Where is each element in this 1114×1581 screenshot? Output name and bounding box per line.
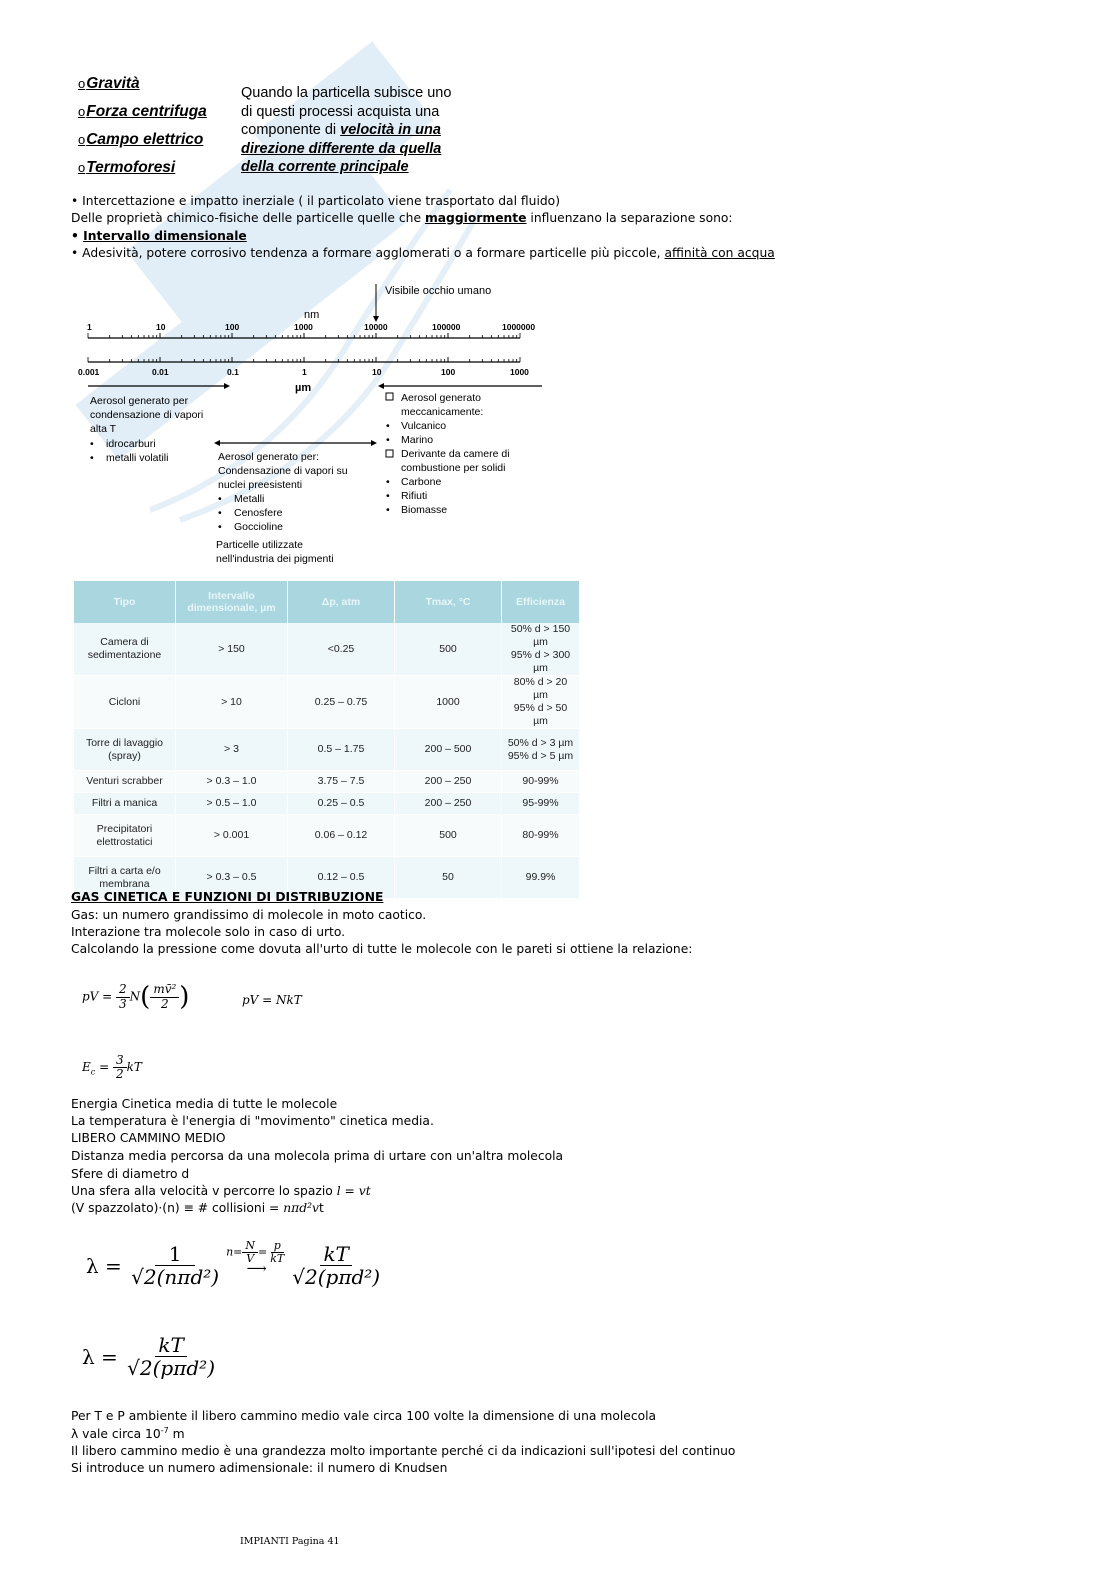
table-cell: 80-99% xyxy=(502,815,580,857)
text-gas-p8: Sfere di diametro d xyxy=(71,1167,190,1181)
separator-efficiency-table xyxy=(74,581,580,899)
visible-eye-label: Visibile occhio umano xyxy=(385,285,492,297)
table-cell: 0.06 – 0.12 xyxy=(288,815,395,857)
table-cell: 90-99% xyxy=(502,771,580,793)
text-gas-p7: Distanza media percorsa da una molecola prima di urtare con un'altra molecola xyxy=(71,1149,564,1163)
table-cell: <0.25 xyxy=(288,623,395,676)
svg-text:•: • xyxy=(218,507,222,519)
um-tick-label: 100 xyxy=(441,367,456,377)
formula-ideal-gas: pV = NkT xyxy=(242,993,302,1007)
header-intervallo: Intervallo dimensionale, µm xyxy=(176,581,288,623)
table-cell: Cicloni xyxy=(74,676,176,729)
nm-tick-label: 10 xyxy=(156,322,166,332)
text-gas-p13: Il libero cammino medio è una grandezza molto importante perché ci da indicazioni sull'ipotesi del continuo xyxy=(71,1444,736,1458)
table-cell: Filtri a manica xyxy=(74,793,176,815)
table-row xyxy=(74,793,580,815)
right-block-line: Vulcanico xyxy=(401,420,447,432)
table-row xyxy=(74,729,580,771)
table-cell: 99.9% xyxy=(502,857,580,899)
process-item-campo-elettrico: oCampo elettrico xyxy=(78,131,204,148)
process-item-gravita: oGravità xyxy=(78,75,140,92)
mid-block-line: Condensazione di vapori su xyxy=(218,465,348,477)
table-cell: Filtri a carta e/o membrana xyxy=(74,857,176,899)
table-cell: 500 xyxy=(395,623,502,676)
mid-block-line: Cenosfere xyxy=(234,507,283,519)
mid-block-line: nuclei preesistenti xyxy=(218,479,303,491)
nm-tick-label: 10000 xyxy=(364,322,388,332)
table-cell: 0.25 – 0.5 xyxy=(288,793,395,815)
table-cell: Torre di lavaggio (spray) xyxy=(74,729,176,771)
right-block-line: Marino xyxy=(401,434,434,446)
um-unit-label: µm xyxy=(295,382,312,394)
table-cell: 500 xyxy=(395,815,502,857)
table-cell: > 0.3 – 0.5 xyxy=(176,857,288,899)
nm-tick-label: 1 xyxy=(87,322,92,332)
table-cell: 80% d > 20 µm 95% d > 50 µm xyxy=(502,676,580,729)
text-gas-p12: λ vale circa $10^{-7}$ m xyxy=(71,1426,185,1442)
table-row xyxy=(74,623,580,676)
text-gas-p4: Energia Cinetica media di tutte le molecole xyxy=(71,1097,338,1111)
svg-text:•: • xyxy=(386,434,390,446)
table-cell: 95-99% xyxy=(502,793,580,815)
mid-block-line: Aerosol generato per: xyxy=(218,451,319,463)
text-adesivita: • Adesività, potere corrosivo tendenza a formare agglomerati o a formare particelle più piccole, affinità con acqua xyxy=(71,246,775,260)
text-gas-p11: Per T e P ambiente il libero cammino medio vale circa 100 volte la dimensione di una molecola xyxy=(71,1409,657,1423)
table-cell: 1000 xyxy=(395,676,502,729)
text-intervallo: • Intervallo dimensionale xyxy=(71,229,247,243)
left-block-line: idrocarburi xyxy=(106,438,156,450)
um-tick-label: 1000 xyxy=(510,367,529,377)
formula-kinetic-energy: $E_c$ = $\frac{3}{2}$ kT xyxy=(82,1053,142,1082)
text-gas-p2: Interazione tra molecole solo in caso di urto. xyxy=(71,925,346,939)
svg-text:•: • xyxy=(90,452,94,464)
table-cell: 200 – 500 xyxy=(395,729,502,771)
text-gas-p10: (V spazzolato)·(n) ≡ # collisioni = nπd²vt xyxy=(71,1201,324,1215)
svg-text:•: • xyxy=(386,420,390,432)
table-row xyxy=(74,771,580,793)
process-item-forza-centrifuga: oForza centrifuga xyxy=(78,103,207,120)
right-block-line: combustione per solidi xyxy=(401,462,506,474)
table-cell: 200 – 250 xyxy=(395,771,502,793)
svg-text:•: • xyxy=(90,438,94,450)
process-description: Quando la particella subisce uno di questi processi acquista una componente di velocità in una direzione differente da quella della corrente principale xyxy=(241,85,452,175)
left-block-line: Aerosol generato per xyxy=(90,395,189,407)
process-item-termoforesi: oTermoforesi xyxy=(78,159,176,176)
formula-mean-free-path: λ = $\frac{kT}{\text{√2(pπd²)}}$ xyxy=(82,1333,215,1380)
svg-text:•: • xyxy=(218,493,222,505)
text-gas-p1: Gas: un numero grandissimo di molecole in moto caotico. xyxy=(71,908,427,922)
nm-tick-label: 100 xyxy=(225,322,240,332)
table-row xyxy=(74,676,580,729)
text-proprieta: Delle proprietà chimico-fisiche delle particelle quelle che maggiormente influenzano la separazione sono: xyxy=(71,211,733,225)
table-cell: > 150 xyxy=(176,623,288,676)
table-cell: 50% d > 3 µm 95% d > 5 µm xyxy=(502,729,580,771)
um-tick-label: 0.001 xyxy=(78,367,100,377)
table-cell: > 10 xyxy=(176,676,288,729)
um-tick-label: 1 xyxy=(302,367,307,377)
section-title-gas: GAS CINETICA E FUNZIONI DI DISTRIBUZIONE xyxy=(71,890,384,904)
page-footer: IMPIANTI Pagina 41 xyxy=(240,1536,340,1547)
table-cell: 50% d > 150 µm 95% d > 300 µm xyxy=(502,623,580,676)
right-block-line: Biomasse xyxy=(401,504,448,516)
right-block-line: Aerosol generato xyxy=(401,392,481,404)
svg-text:•: • xyxy=(386,490,390,502)
header-efficienza: Efficienza xyxy=(502,581,580,623)
text-gas-p3: Calcolando la pressione come dovuta all'urto di tutte le molecole con le pareti si ottiene la relazione: xyxy=(71,942,693,956)
text-gas-p9: Una sfera alla velocità v percorre lo spazio l = vt xyxy=(71,1184,371,1198)
right-block-line: Carbone xyxy=(401,476,442,488)
svg-text:•: • xyxy=(386,504,390,516)
formula-mean-free-path-derivation: λ = $\frac{1}{\text{√2(nπd²)}}$ n= $\frac{N}{V}$ = $\frac{p}{kT}$ ⟶ $\frac{kT}{\text{√2(pπd²)}}$ xyxy=(86,1239,381,1290)
mid-block-line: Particelle utilizzate xyxy=(216,539,303,551)
table-cell: Camera di sedimentazione xyxy=(74,623,176,676)
header-tipo: Tipo xyxy=(74,581,176,623)
text-gas-p6: LIBERO CAMMINO MEDIO xyxy=(71,1131,226,1145)
right-block-line: meccanicamente: xyxy=(401,406,484,418)
left-block-line: condensazione di vapori xyxy=(90,409,204,421)
left-block-line: metalli volatili xyxy=(106,452,169,464)
table-cell: > 3 xyxy=(176,729,288,771)
particle-size-scale xyxy=(70,280,560,570)
nm-tick-label: 1000 xyxy=(294,322,313,332)
left-block-line: alta T xyxy=(90,423,117,435)
table-cell: Venturi scrabber xyxy=(74,771,176,793)
table-cell: > 0.001 xyxy=(176,815,288,857)
header-dp: Δp, atm xyxy=(288,581,395,623)
nm-tick-label: 1000000 xyxy=(502,322,536,332)
um-tick-label: 0.1 xyxy=(227,367,239,377)
table-cell: 50 xyxy=(395,857,502,899)
nm-tick-label: 100000 xyxy=(432,322,461,332)
formula-pressure: pV = $\frac{2}{3}$ N( $\frac{\text{mv̄²}}{2}$ ) xyxy=(82,982,190,1012)
table-cell: > 0.3 – 1.0 xyxy=(176,771,288,793)
mid-block-line: nell'industria dei pigmenti xyxy=(216,553,334,565)
nm-unit-label: nm xyxy=(304,309,320,321)
header-tmax: Tmax, °C xyxy=(395,581,502,623)
text-gas-p5: La temperatura è l'energia di "movimento" cinetica media. xyxy=(71,1114,434,1128)
um-tick-label: 0.01 xyxy=(152,367,169,377)
text-gas-p14: Si introduce un numero adimensionale: il numero di Knudsen xyxy=(71,1461,448,1475)
table-cell: 200 – 250 xyxy=(395,793,502,815)
table-cell: 0.25 – 0.75 xyxy=(288,676,395,729)
mid-block-line: Metalli xyxy=(234,493,265,505)
table-row xyxy=(74,815,580,857)
table-cell: 3.75 – 7.5 xyxy=(288,771,395,793)
right-block-line: Rifiuti xyxy=(401,490,428,502)
table-cell: Precipitatori elettrostatici xyxy=(74,815,176,857)
table-cell: 0.12 – 0.5 xyxy=(288,857,395,899)
mid-block-line: Goccioline xyxy=(234,521,284,533)
right-block-line: Derivante da camere di xyxy=(401,448,510,460)
svg-text:•: • xyxy=(386,476,390,488)
text-intercettazione: • Intercettazione e impatto inerziale ( il particolato viene trasportato dal fluido) xyxy=(71,194,560,208)
table-cell: > 0.5 – 1.0 xyxy=(176,793,288,815)
table-header-row xyxy=(74,581,580,623)
svg-text:•: • xyxy=(218,521,222,533)
table-cell: 0.5 – 1.75 xyxy=(288,729,395,771)
um-tick-label: 10 xyxy=(372,367,382,377)
